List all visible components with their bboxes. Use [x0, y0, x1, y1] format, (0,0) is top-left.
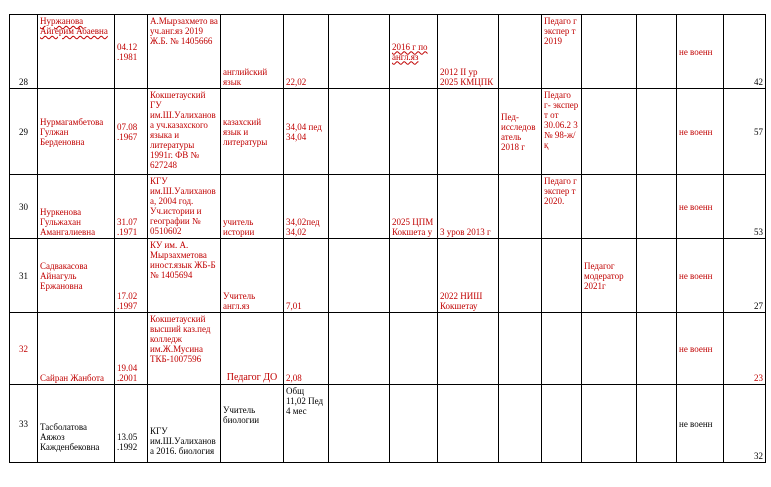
table-row [10, 313, 766, 385]
teacher-name: Тасболатова Аяжоз Кажденбековна [38, 385, 115, 463]
cell-empty [582, 385, 637, 463]
table-row [10, 89, 766, 175]
cell-empty [582, 313, 637, 385]
education: КУ им. А. Мырзахметова иност.язык ЖБ-Б № 1405694 [148, 239, 221, 313]
cell-empty [582, 175, 637, 239]
birth-date: 07.08 .1967 [115, 89, 148, 175]
cell-empty [329, 313, 390, 385]
experience: 7,01 [284, 239, 329, 313]
age: 57 [724, 89, 766, 175]
age: 27 [724, 239, 766, 313]
table-row [10, 15, 766, 89]
row-number: 30 [10, 175, 38, 239]
subject: Учитель биологии [221, 385, 284, 463]
age: 32 [724, 385, 766, 463]
category: Педаго г- экспер т от 30.06.2 3 № 98-ж/қ [542, 89, 582, 175]
category: Педаго г экспер т 2020. [542, 175, 582, 239]
cell-empty [637, 239, 677, 313]
cell-empty [637, 175, 677, 239]
cell-empty [582, 15, 637, 89]
cell-empty [637, 313, 677, 385]
military-status: не военн [677, 239, 724, 313]
row-number: 33 [10, 385, 38, 463]
education: Кокшетауский ГУ им.Ш.Уалиханова уч.казахского языка и литературы 1991г. ФВ № 627248 [148, 89, 221, 175]
military-status: не военн [677, 175, 724, 239]
military-status: не военн [677, 15, 724, 89]
cell-empty [499, 175, 542, 239]
birth-date: 13.05 .1992 [115, 385, 148, 463]
birth-date: 04.12 .1981 [115, 15, 148, 89]
table-row [10, 239, 766, 313]
row-number: 31 [10, 239, 38, 313]
row-number: 29 [10, 89, 38, 175]
cell-empty [329, 239, 390, 313]
cell-empty [390, 89, 438, 175]
education: КГУ им.Ш.Уалиханова, 2004 год. Уч.истории и географии № 0510602 [148, 175, 221, 239]
category: Педагог модератор 2021г [582, 239, 637, 313]
cell-empty [329, 385, 390, 463]
staff-table [9, 14, 766, 463]
cell-empty [438, 89, 499, 175]
row-number: 28 [10, 15, 38, 89]
age: 23 [724, 313, 766, 385]
cell-empty [390, 239, 438, 313]
birth-date: 17.02 .1997 [115, 239, 148, 313]
subject: казахский язык и литературы [221, 89, 284, 175]
education: Кокшетауский высший каз.пед колледж им.Ж.Мусина ТКБ-1007596 [148, 313, 221, 385]
course-cell: 2025 ЦПМ Кокшета у [390, 175, 438, 239]
cell-empty [542, 313, 582, 385]
subject: Учитель англ.яз [221, 239, 284, 313]
cell-empty [499, 239, 542, 313]
cell-empty [637, 385, 677, 463]
military-status: не военн [677, 385, 724, 463]
age: 42 [724, 15, 766, 89]
cell-empty [329, 89, 390, 175]
experience: 22,02 [284, 15, 329, 89]
subject: Педагог ДО [221, 313, 284, 385]
cell-empty [329, 175, 390, 239]
teacher-name: Нуркенова Гульжахан Амангалиевна [38, 175, 115, 239]
age: 53 [724, 175, 766, 239]
cell-empty [438, 385, 499, 463]
level-course: 3 уров 2013 г [438, 175, 499, 239]
cell-empty [637, 15, 677, 89]
table-row [10, 175, 766, 239]
category: Педаго г экспер т 2019 [542, 15, 582, 89]
cell-empty [637, 89, 677, 175]
cell-empty [542, 385, 582, 463]
subject: учитель истории [221, 175, 284, 239]
teacher-name: Нуржанова Айгерим Абаевна [38, 15, 115, 89]
experience: 34,02пед 34,02 [284, 175, 329, 239]
subject: английский язык [221, 15, 284, 89]
teacher-name: Нурмагамбетова Гулжан Берденовна [38, 89, 115, 175]
education: КГУ им.Ш.Уалиханова 2016. биология [148, 385, 221, 463]
level-course: 2012 II ур 2025 КМЦПК [438, 15, 499, 89]
course-cell: 2016 г по англ.яз [390, 15, 438, 89]
birth-date: 31.07 .1971 [115, 175, 148, 239]
cell-empty [438, 313, 499, 385]
cell-empty [499, 15, 542, 89]
cell-empty [542, 239, 582, 313]
experience: Общ 11,02 Пед 4 мес [284, 385, 329, 463]
level-course: 2022 НИШ Кокшетау [438, 239, 499, 313]
cell-empty [499, 385, 542, 463]
cell-empty [390, 313, 438, 385]
cell-empty [329, 15, 390, 89]
cell-empty [390, 385, 438, 463]
education: А.Мырзахмето ва уч.анг.яз 2019 Ж.Б. № 1405666 [148, 15, 221, 89]
teacher-name: Садвакасова Айнагуль Ержановна [38, 239, 115, 313]
military-status: не военн [677, 313, 724, 385]
cell-empty [499, 313, 542, 385]
experience: 34,04 пед 34,04 [284, 89, 329, 175]
birth-date: 19.04 .2001 [115, 313, 148, 385]
table-row [10, 385, 766, 463]
experience: 2,08 [284, 313, 329, 385]
military-status: не военн [677, 89, 724, 175]
row-number: 32 [10, 313, 38, 385]
cell-empty [582, 89, 637, 175]
teacher-name: Сайран Жанбота [38, 313, 115, 385]
researcher-cell: Пед-исследов атель 2018 г [499, 89, 542, 175]
